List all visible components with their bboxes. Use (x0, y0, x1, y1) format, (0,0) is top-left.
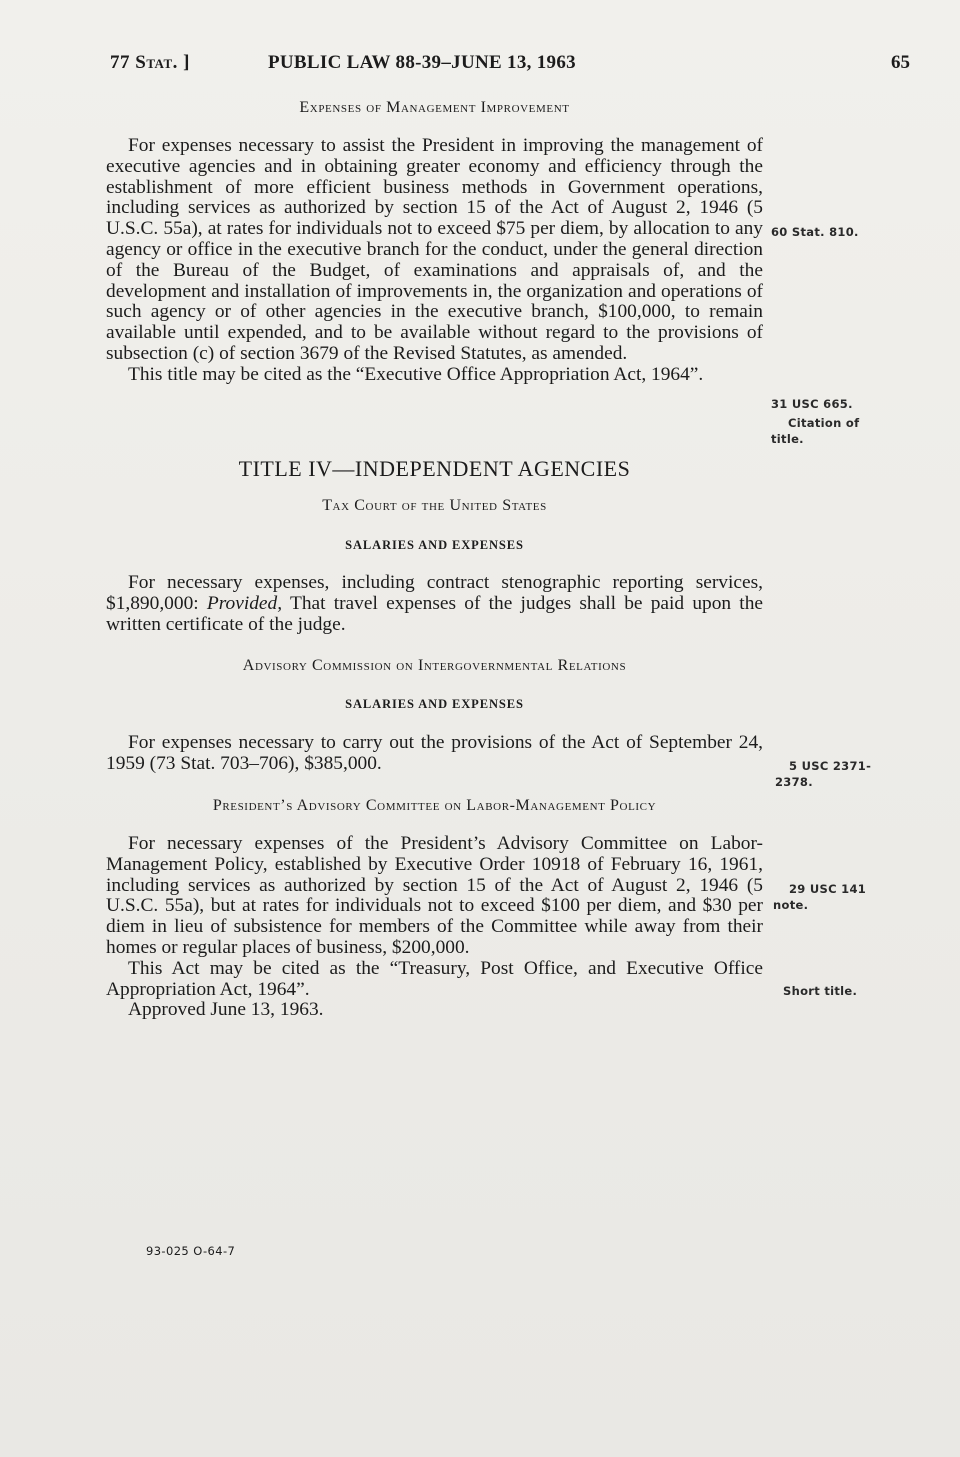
approval-date: Approved June 13, 1963. (128, 999, 324, 1021)
statute-volume: 77 Stat. ] (110, 52, 190, 73)
title-iv-heading: TITLE IV—INDEPENDENT AGENCIES (238, 456, 631, 481)
labor-management-paragraph: For necessary expenses of the President’s Advisory Committee on Labor-Management Policy, established by Executive Order 10918 of February 16, 1961, including services as authorized by section 15 of the Act of August 2, 1946 (5 U.S.C. 55a), but at rates for individuals not to exceed $100 per diem, and $30 per diem in lieu of subsistence for members of the Committee while away from their homes or regular places of business, $200,000. (106, 833, 763, 958)
margin-note-29-usc: 29 USC 141 note. (773, 882, 867, 912)
advisory-commission-section (106, 733, 763, 775)
margin-note-5-usc: 5 USC 2371- 2378. (775, 759, 872, 789)
labor-management-heading: President’s Advisory Committee on Labor-Management Policy (212, 797, 657, 814)
tax-court-heading: Tax Court of the United States (322, 497, 547, 514)
running-header (110, 52, 910, 76)
advisory-commission-paragraph: For expenses necessary to carry out the provisions of the Act of September 24, 1959 (73 Stat. 703–706), $385,000. (106, 732, 763, 774)
executive-office-citation: This title may be cited as the “Executive Office Appropriation Act, 1964”. (128, 363, 704, 385)
advisory-commission-subheading: SALARIES AND EXPENSES (345, 697, 524, 711)
tax-court-section (106, 573, 763, 635)
management-improvement-heading: Expenses of Management Improvement (299, 99, 570, 116)
advisory-commission-heading: Advisory Commission on Intergovernmental Relations (242, 657, 627, 674)
margin-note-short-title: Short title. (783, 984, 858, 998)
provided-word: Provided, (206, 592, 283, 614)
management-improvement-paragraph: For expenses necessary to assist the President in improving the management of executive agencies and in obtaining greater economy and efficiency through the establishment of more efficient business methods in Government operations, including services as authorized by section 15 of the Act of August 2, 1946 (5 U.S.C. 55a), at rates for individuals not to exceed $75 per diem, by allocation to any agency or office in the executive branch for the conduct, under the general direction of the Bureau of the Budget, of examinations and appraisals of, and the development and installation of improvements in, the organization and operations of such agency or of other agencies in the executive branch, $100,000, to remain available until expended, and to be available without regard to the provisions of subsection (c) of section 3679 of the Revised Statutes, as amended. (106, 135, 763, 364)
print-code: 93-025 O-64-7 (146, 1244, 236, 1258)
act-short-title: This Act may be cited as the “Treasury, Post Office, and Executive Office Appropriation Act, 1964”. (106, 957, 763, 1000)
management-improvement-section (106, 136, 763, 386)
margin-note-60-stat: 60 Stat. 810. (771, 225, 859, 239)
margin-note-citation-of-title: Citation of title. (771, 416, 860, 446)
public-law-title: PUBLIC LAW 88-39–JUNE 13, 1963 (268, 52, 576, 73)
page-number: 65 (891, 52, 910, 73)
tax-court-paragraph: For necessary expenses, including contract stenographic reporting services, $1,890,000: Provided, That travel expenses of the judges shall be paid upon the written certificate of the judge. (106, 572, 763, 635)
tax-court-subheading: SALARIES AND EXPENSES (345, 538, 524, 552)
margin-note-31-usc: 31 USC 665. (771, 397, 853, 411)
labor-management-section (106, 834, 763, 1021)
